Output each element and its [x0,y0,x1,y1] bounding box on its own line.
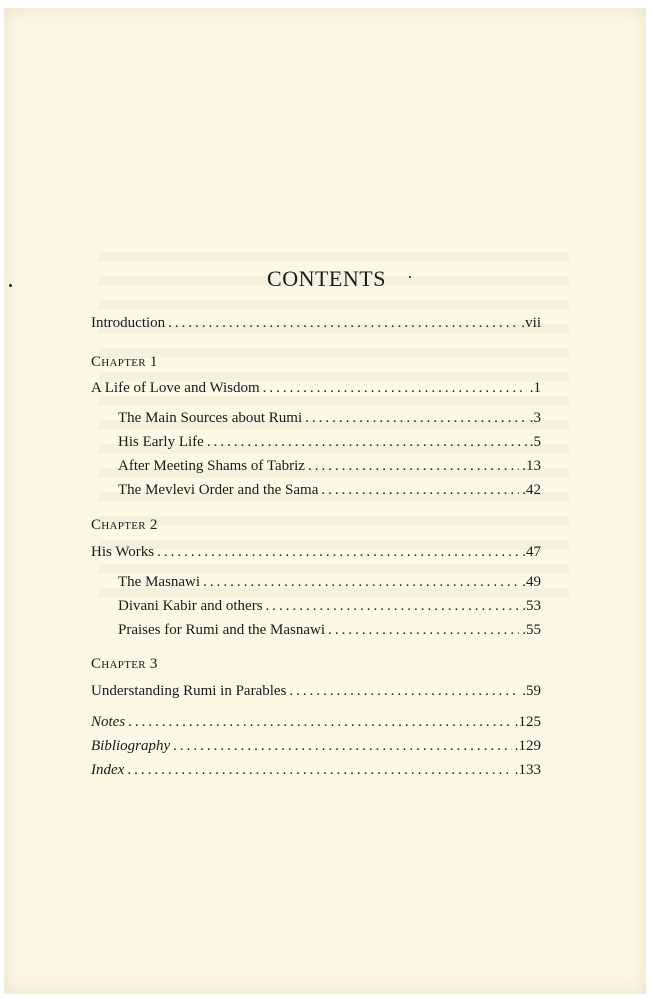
toc-subentry[interactable] [118,620,541,640]
toc-entry-label: The Masnawi [118,574,201,590]
leader-dots [305,408,527,428]
toc-subentry[interactable] [118,408,541,428]
toc-entry-label: Index [91,762,125,778]
toc-entry-label: The Mevlevi Order and the Sama [118,482,319,498]
book-page [4,8,646,994]
toc-entry-bibliography[interactable] [91,736,541,756]
toc-entry-label: Bibliography [91,738,171,754]
toc-page-number: .13 [522,458,541,474]
leader-dots [207,432,527,452]
toc-page-number: .129 [514,738,541,754]
leader-dots [308,456,519,476]
page-title: CONTENTS [267,266,386,291]
toc-subentry[interactable] [118,480,541,500]
leader-dots [128,712,512,732]
toc-subentry[interactable] [118,596,541,616]
toc-page-number: .47 [522,544,541,560]
toc-entry-label: After Meeting Shams of Tabriz [118,458,305,474]
leader-dots [266,596,520,616]
toc-entry-label: Praises for Rumi and the Masnawi [118,622,326,638]
leader-dots [203,572,519,592]
leader-dots [289,681,519,701]
toc-page-number: .55 [522,622,541,638]
toc-page-number: .1 [529,380,541,396]
toc-entry-chapter2[interactable] [91,542,541,562]
leader-dots [173,736,512,756]
toc-page-number: .3 [529,410,541,426]
toc-subentry[interactable] [118,456,541,476]
toc-entry-label: His Early Life [118,434,204,450]
chapter-heading: Chapter 2 [91,517,158,533]
toc-entry-chapter3[interactable] [91,681,541,701]
toc-subentry[interactable] [118,572,541,592]
toc-page-number: .vii [521,315,541,331]
toc-entry-label: Understanding Rumi in Parables [91,683,287,699]
toc-page-number: .49 [522,574,541,590]
leader-dots [157,542,519,562]
toc-subentry[interactable] [118,432,541,452]
toc-entry-label: A Life of Love and Wisdom [91,380,260,396]
toc-page-number: .42 [522,482,541,498]
toc-page-number: .125 [514,714,541,730]
toc-entry-label: Notes [91,714,126,730]
toc-page-number: .53 [522,598,541,614]
toc-entry-label: The Main Sources about Rumi [118,410,303,426]
toc-page-number: .59 [522,683,541,699]
leader-dots [263,378,527,398]
toc-page-number: .133 [514,762,541,778]
toc-entry-notes[interactable] [91,712,541,732]
toc-entry-label: Introduction [91,315,166,331]
toc-entry-introduction[interactable] [91,313,541,333]
toc-entry-label: His Works [91,544,155,560]
leader-dots [321,480,519,500]
chapter-heading: Chapter 3 [91,656,158,672]
toc-entry-index[interactable] [91,760,541,780]
toc-entry-label: Divani Kabir and others [118,598,263,614]
toc-page-number: .5 [529,434,541,450]
leader-dots [127,760,511,780]
toc-entry-chapter1[interactable] [91,378,541,398]
leader-dots [168,313,518,333]
leader-dots [328,620,519,640]
chapter-heading: Chapter 1 [91,354,158,370]
